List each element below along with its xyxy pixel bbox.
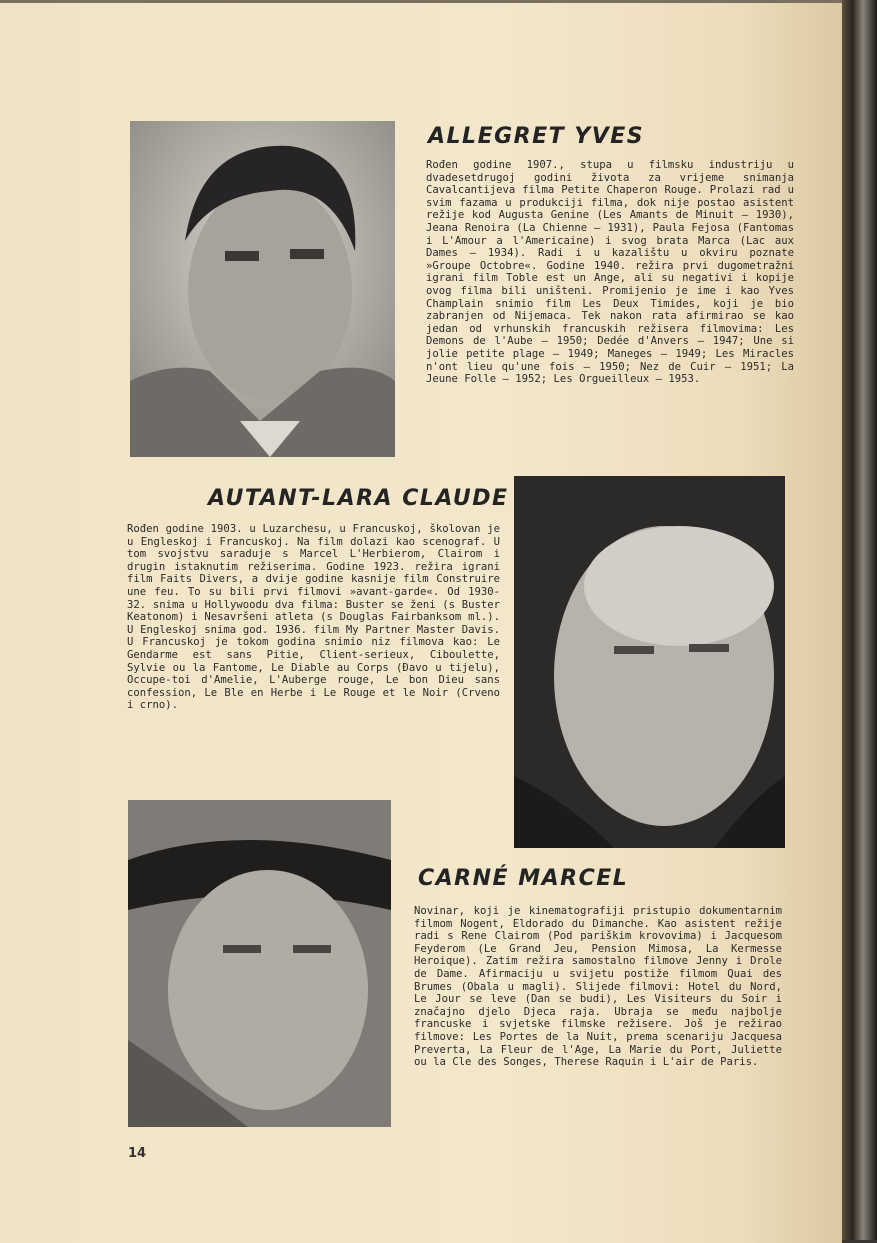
portrait-photo-allegret xyxy=(130,121,395,457)
portrait-photo-autant-lara xyxy=(514,476,785,848)
page-number: 14 xyxy=(128,1146,147,1161)
entry-heading-autant-lara: AUTANT-LARA CLAUDE xyxy=(208,486,509,511)
portrait-photo-carne xyxy=(128,800,391,1127)
book-spine-edge xyxy=(842,0,877,1240)
entry-heading-carne: CARNÉ MARCEL xyxy=(418,866,629,891)
entry-heading-allegret: ALLEGRET YVES xyxy=(428,124,645,149)
entry-bio-autant-lara: Rođen godine 1903. u Luzarchesu, u Francuskoj, školovan je u Engleskoj i Francuskoj. Na film dolazi kao scenograf. U tom svojstvu saraduje s Marcel L'Herbierom, Clairom i drugin istaknutim režiserima. Godine 1923. režira igrani film Faits Divers, a dvije godine kasnije film Construire une feu. To su bili prvi filmovi »avant-garde«. Od 1930-32. snima u Hollywoodu dva filma: Buster se ženi (s Buster Keatonom) i Nesavršeni atleta (s Douglas Fairbanksom ml.). U Engleskoj snima god. 1936. film My Partner Master Davis. U Francuskoj je tokom godina snimio niz filmova kao: Le Gendarme est sans Pitie, Client-serieux, Ciboulette, Sylvie ou la Fantome, Le Diable au Corps (Đavo u tijelu), Occupe-toi d'Amelie, L'Auberge rouge, Le bon Dieu sans confession, Le Ble en Herbe i Le Rouge et le Noir (Crveno i crno). xyxy=(127,523,500,712)
entry-bio-carne: Novinar, koji je kinematografiji pristupio dokumentarnim filmom Nogent, Eldorado du Dimanche. Kao asistent režije radi s Rene Clairom (Pod pariškim krovovima) i Jacquesom Feyderom (Le Grand Jeu, Pension Mimosa, La Kermesse Heroique). Zatim režira samostalno filmove Jenny i Drole de Dame. Afirmaciju u svijetu postiže filmom Quai des Brumes (Obala u magli). Slijede filmovi: Hotel du Nord, Le Jour se leve (Dan se budi), Les Visiteurs du Soir i značajno djelo Djeca raja. Ubraja se među najbolje francuske i svjetske filmske režisere. Još je režirao filmove: Les Portes de la Nuit, prema scenariju Jacquesa Preverta, La Fleur de l'Age, La Marie du Port, Juliette ou la Cle des Songes, Therese Raquin i L'air de Paris. xyxy=(414,905,782,1069)
entry-bio-allegret: Rođen godine 1907., stupa u filmsku industriju u dvadesetdrugoj godini života za vrijeme snimanja Cavalcantijeva filma Petite Chaperon Rouge. Prolazi rad u svim fazama u produkciji filma, dok nije postao asistent režije kod Augusta Genine (Les Amants de Minuit — 1930), Jeana Renoira (La Chienne — 1931), Paula Fejosa (Fantomas i L'Amour a l'Americaine) i svog brata Marca (Lac aux Dames — 1934). Radi i u kazalištu u okviru poznate »Groupe Octobre«. Godine 1940. režira prvi dugometražni igrani film Toble est un Ange, ali su negativi i kopije ovog filma bili uništeni. Promijenio je ime i kao Yves Champlain snimio film Les Deux Timides, koji je bio zabranjen od Nijemaca. Tek nakon rata afirmirao se kao jedan od vrhunskih francuskih režisera filmovima: Les Demons de l'Aube — 1950; Dedée d'Anvers — 1947; Une si jolie petite plage — 1949; Maneges — 1949; Les Miracles n'ont lieu qu'une fois — 1950; Nez de Cuir — 1951; La Jeune Folle — 1952; Les Orgueilleux — 1953. xyxy=(426,159,794,386)
